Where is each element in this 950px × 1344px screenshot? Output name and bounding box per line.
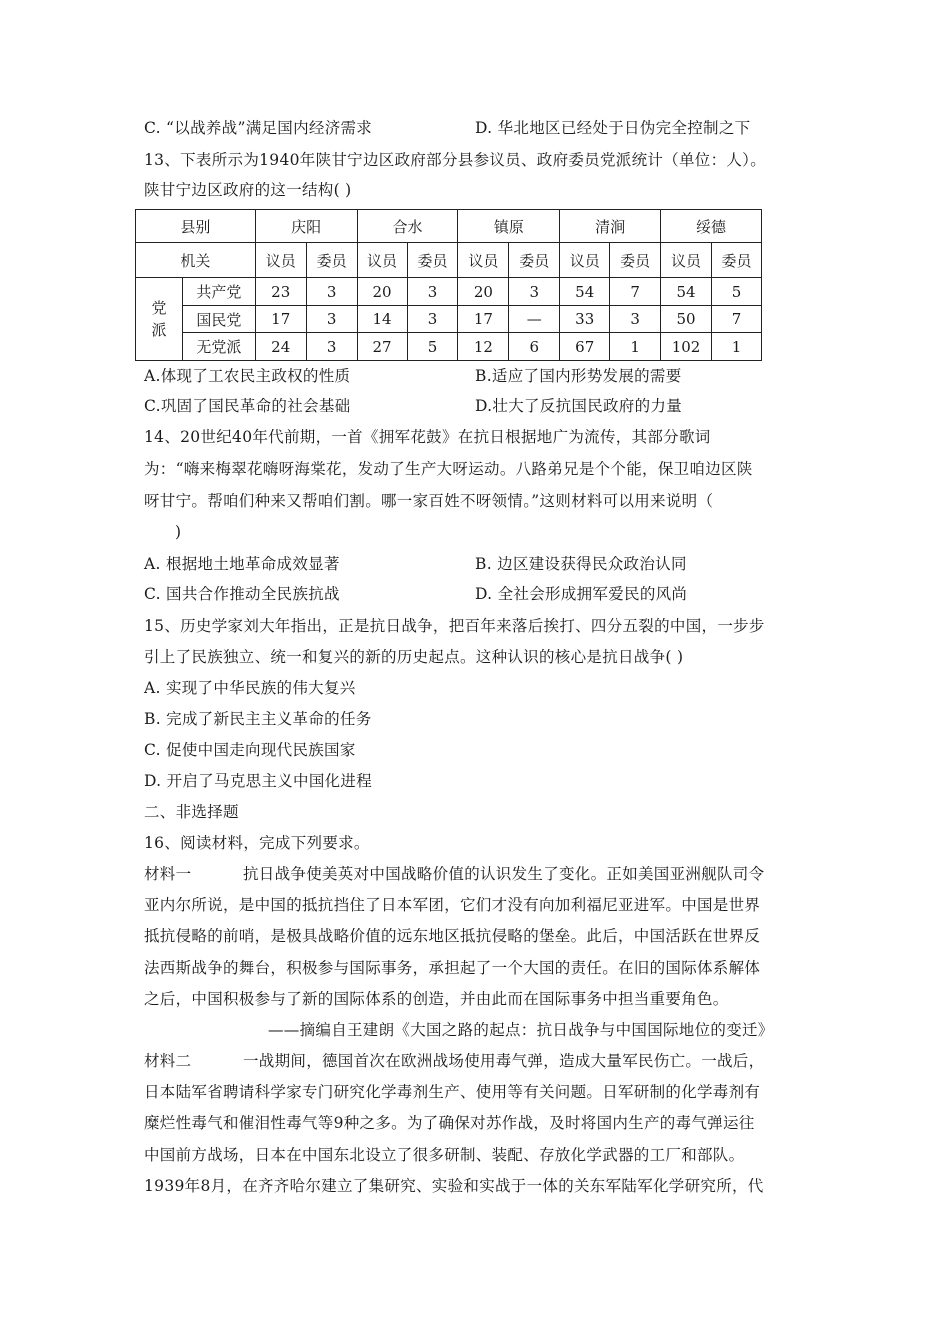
table-cell: 14 [357,306,407,333]
row-label: 国民党 [182,306,255,333]
q14-stem-line-3: 呀甘宁。帮咱们种来又帮咱们割。哪一家百姓不呀领情。”这则材料可以用来说明（ [144,492,714,510]
table-cell: 17 [458,306,509,333]
q15-option-c: C. 促使中国走向现代民族国家 [144,741,356,759]
table-row [136,306,762,333]
sub-header-cell: 议员 [661,243,712,278]
county-cell: 绥德 [661,210,762,243]
q13-stem-line-2: 陕甘宁边区政府的这一结构( ) [144,181,352,199]
material-2-line-5: 1939年8月，在齐齐哈尔建立了集研究、实验和实战于一体的关东军陆军化学研究所，代 [144,1177,764,1195]
table-cell: 20 [357,278,407,306]
q15-stem-line-1: 15、历史学家刘大年指出，正是抗日战争，把百年来落后挨打、四分五裂的中国，一步步 [144,617,765,635]
q14-stem-line-4: ) [175,523,182,541]
material-1-line-1: 抗日战争使美英对中国战略价值的认识发生了变化。正如美国亚洲舰队司令 [243,865,765,883]
table-cell: 3 [509,278,560,306]
party-header [136,278,183,361]
material-1-line-3: 抵抗侵略的前哨，是极具战略价值的远东地区抵抗侵略的堡垒。此后，中国活跃在世界反 [144,927,761,945]
q14-stem-line-2: 为：“嗨来梅翠花嗨呀海棠花，发动了生产大呀运动。八路弟兄是个个能，保卫咱边区陕 [144,460,753,478]
table-cell: 67 [560,333,610,361]
q15-option-d: D. 开启了马克思主义中国化进程 [144,772,373,790]
table-cell: 7 [712,306,762,333]
sub-header-cell: 委员 [610,243,661,278]
table-cell: 3 [610,306,661,333]
material-1-line-2: 亚内尔所说，是中国的抵抗挡住了日本军团，它们才没有向加利福尼亚进军。中国是世界 [144,896,761,914]
county-cell: 清涧 [560,210,661,243]
table-cell: 33 [560,306,610,333]
table-cell: 20 [458,278,509,306]
county-cell: 庆阳 [255,210,357,243]
q14-stem-line-1: 14、20世纪40年代前期，一首《拥军花鼓》在抗日根据地广为流传，其部分歌词 [144,428,711,446]
table-cell: 17 [255,306,306,333]
q15-option-a: A. 实现了中华民族的伟大复兴 [144,679,356,697]
table-cell: 3 [306,278,357,306]
q14-option-d: D. 全社会形成拥军爱民的风尚 [475,585,688,603]
sub-header-cell: 议员 [255,243,306,278]
material-1-line-5: 之后，中国积极参与了新的国际体系的创造，并由此而在国际事务中担当重要角色。 [144,990,729,1008]
material-2-label: 材料二 [144,1052,192,1070]
q16-stem: 16、阅读材料，完成下列要求。 [144,834,370,852]
q15-option-b: B. 完成了新民主主义革命的任务 [144,710,372,728]
q14-option-a: A. 根据地土地革命成效显著 [144,555,340,573]
sub-header-cell: 委员 [509,243,560,278]
material-1-line-4: 法西斯战争的舞台，积极参与国际事务，承担起了一个大国的责任。在旧的国际体系解体 [144,959,761,977]
table-cell: 23 [255,278,306,306]
material-2-line-3: 糜烂性毒气和催泪性毒气等9种之多。为了确保对苏作战，及时将国内生产的毒气弹运往 [144,1114,755,1132]
table-cell: 6 [509,333,560,361]
q13-option-b: B.适应了国内形势发展的需要 [475,367,682,385]
material-1-label: 材料一 [144,865,192,883]
party-header-char-1: 党 [151,299,167,317]
organ-header: 机关 [136,243,256,278]
sub-header-cell: 委员 [712,243,762,278]
material-1-source: ——摘编自王建朗《大国之路的起点：抗日战争与中国国际地位的变迁》 [268,1021,774,1039]
table-cell: 7 [610,278,661,306]
table-cell: 1 [610,333,661,361]
q12-option-d: D. 华北地区已经处于日伪完全控制之下 [475,119,751,137]
table-cell: 50 [661,306,712,333]
row-label: 无党派 [182,333,255,361]
party-header-char-2: 派 [151,321,167,339]
table-cell: 27 [357,333,407,361]
q13-option-c: C.巩固了国民革命的社会基础 [144,397,351,415]
table-cell: 3 [306,333,357,361]
material-2-line-4: 中国前方战场，日本在中国东北设立了很多研制、装配、存放化学武器的工厂和部队。 [144,1146,745,1164]
table-cell: 3 [407,278,458,306]
q12-option-c: C. “以战养战”满足国内经济需求 [144,119,373,137]
table-header-county-row [136,210,762,243]
county-cell: 镇原 [458,210,560,243]
table-row [136,333,762,361]
table-cell: 54 [661,278,712,306]
table-cell: 12 [458,333,509,361]
table-cell: 54 [560,278,610,306]
table-cell: 1 [712,333,762,361]
material-2-line-1: 一战期间，德国首次在欧洲战场使用毒气弹，造成大量军民伤亡。一战后， [243,1052,765,1070]
table-cell: 24 [255,333,306,361]
q13-option-d: D.壮大了反抗国民政府的力量 [475,397,683,415]
q15-stem-line-2: 引上了民族独立、统一和复兴的新的历史起点。这种认识的核心是抗日战争( ) [144,648,684,666]
sub-header-cell: 委员 [306,243,357,278]
q14-option-c: C. 国共合作推动全民族抗战 [144,585,340,603]
party-statistics-table [135,209,762,361]
table-cell: 3 [306,306,357,333]
county-header: 县别 [136,210,256,243]
sub-header-cell: 议员 [357,243,407,278]
table-header-organ-row [136,243,762,278]
sub-header-cell: 议员 [458,243,509,278]
table-cell: 5 [407,333,458,361]
table-cell: — [509,306,560,333]
q13-option-a: A.体现了工农民主政权的性质 [144,367,351,385]
row-label: 共产党 [182,278,255,306]
sub-header-cell: 议员 [560,243,610,278]
table-row [136,278,762,306]
q13-stem-line-1: 13、下表所示为1940年陕甘宁边区政府部分县参议员、政府委员党派统计（单位：人）。 [144,151,767,169]
q14-option-b: B. 边区建设获得民众政治认同 [475,555,687,573]
section-heading: 二、非选择题 [144,803,239,821]
material-2-line-2: 日本陆军省聘请科学家专门研究化学毒剂生产、使用等有关问题。日军研制的化学毒剂有 [144,1083,761,1101]
table-cell: 3 [407,306,458,333]
table-cell: 5 [712,278,762,306]
sub-header-cell: 委员 [407,243,458,278]
county-cell: 合水 [357,210,458,243]
table-cell: 102 [661,333,712,361]
